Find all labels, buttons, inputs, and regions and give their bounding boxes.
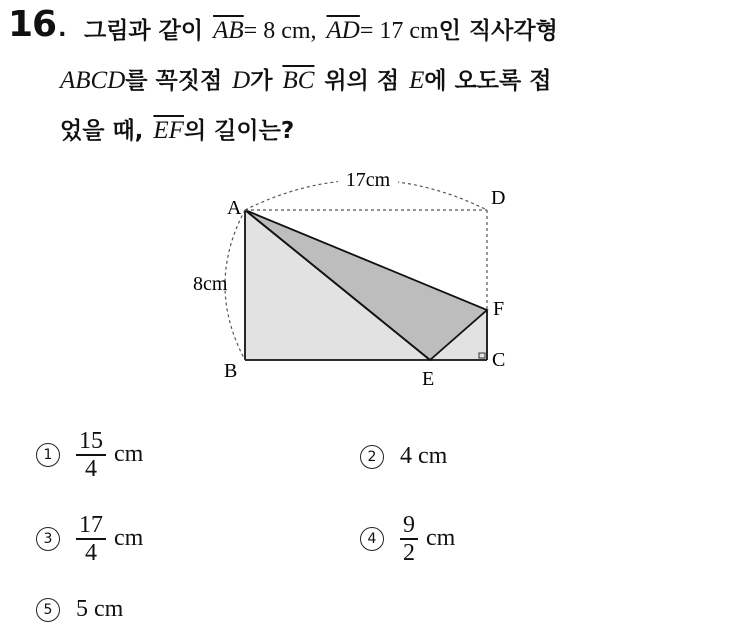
- choice-5-marker: 5: [36, 598, 60, 622]
- choice-1-numerator: 15: [79, 428, 103, 454]
- line3-text-2: 의 길이는?: [183, 118, 295, 144]
- line3-text-1: 었을 때,: [60, 118, 144, 144]
- dimension-label-left: 8cm: [193, 273, 228, 295]
- choice-5[interactable]: [36, 596, 123, 623]
- line2-text-1: 를 꼭짓점: [125, 68, 223, 94]
- point-label-d: D: [491, 187, 506, 209]
- segment-ad: $\overline{AD}$: [326, 17, 360, 44]
- choice-1-marker: 1: [36, 443, 60, 467]
- dimension-label-top: 17cm: [345, 169, 391, 191]
- choice-4-denominator: 2: [403, 539, 415, 566]
- choice-4-fraction: [400, 512, 418, 566]
- line2-text-3: 위의 점: [324, 68, 400, 94]
- point-label-b: B: [224, 360, 238, 382]
- line2-text-4: 에 오도록 접: [424, 68, 552, 94]
- question-number-dot: .: [58, 17, 66, 42]
- choice-3[interactable]: [36, 512, 143, 566]
- choice-3-unit: cm: [114, 525, 144, 552]
- rectangle-name: ABCD: [60, 67, 126, 94]
- ab-value: = 8 cm,: [243, 18, 317, 44]
- point-label-a: A: [227, 197, 242, 219]
- ad-value: = 17 cm: [359, 18, 439, 44]
- choice-4-numerator: 9: [403, 512, 415, 538]
- segment-ab: $\overline{AB}$: [213, 17, 244, 44]
- question-number-text: 16: [8, 4, 57, 45]
- choice-4[interactable]: [360, 512, 455, 566]
- choice-2[interactable]: [360, 443, 447, 470]
- choice-2-marker: 2: [360, 445, 384, 469]
- point-label-f: F: [493, 298, 505, 320]
- choice-1-fraction: [76, 428, 106, 482]
- point-label-c: C: [492, 349, 506, 371]
- choice-1-denominator: 4: [85, 455, 97, 482]
- choice-3-fraction: [76, 512, 106, 566]
- choice-4-unit: cm: [426, 525, 456, 552]
- choice-4-marker: 4: [360, 527, 384, 551]
- segment-bc: $\overline{BC}$: [282, 67, 315, 94]
- dimension-arc-left: [225, 210, 245, 360]
- choice-2-text: 4 cm: [400, 443, 448, 469]
- choice-3-marker: 3: [36, 527, 60, 551]
- segment-ef: $\overline{EF}$: [153, 117, 184, 144]
- choice-3-numerator: 17: [79, 512, 103, 538]
- choice-5-text: 5 cm: [76, 596, 124, 622]
- point-label-e: E: [422, 368, 435, 390]
- choice-3-denominator: 4: [85, 539, 97, 566]
- choice-1-unit: cm: [114, 441, 144, 468]
- choice-1[interactable]: [36, 428, 143, 482]
- vertex-d-text: D: [232, 67, 251, 94]
- line2-text-2: 가: [250, 68, 273, 94]
- line1-text-post: 인 직사각형: [438, 18, 558, 44]
- point-e-text: E: [409, 67, 425, 94]
- line1-text-pre: 그림과 같이: [84, 18, 204, 44]
